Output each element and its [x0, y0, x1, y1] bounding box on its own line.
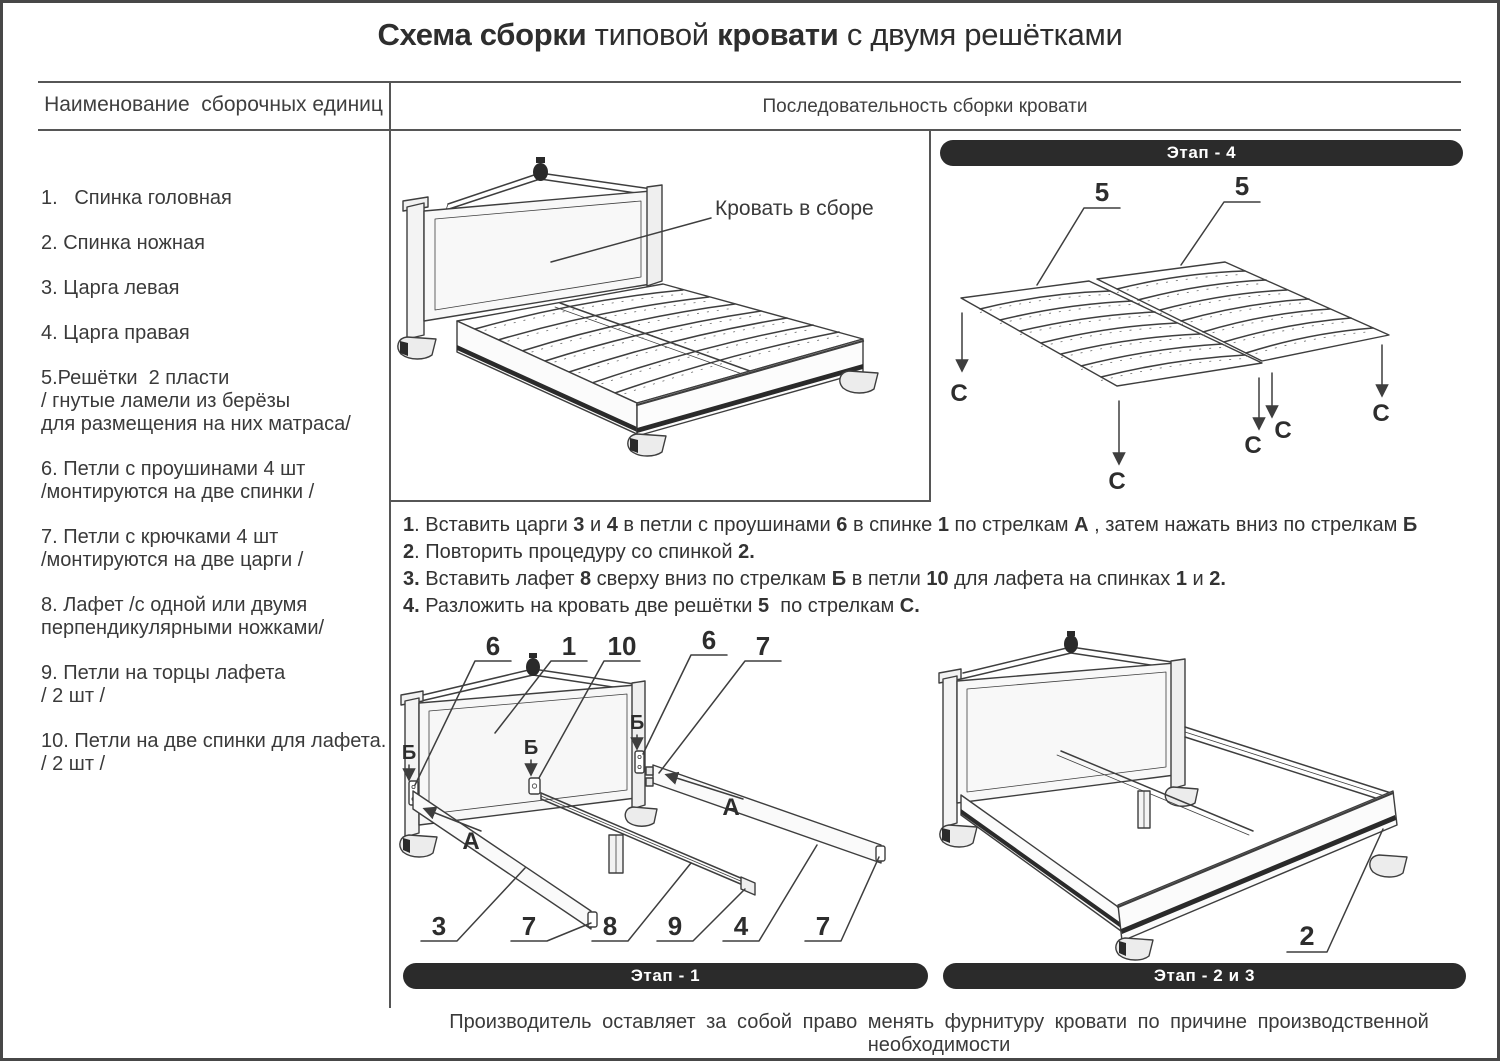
part-item: 4. Царга правая: [41, 322, 190, 344]
part-item: 10. Петли на две спинки для лафета. / 2 шт /: [41, 730, 387, 775]
callout-3: 3: [431, 911, 447, 941]
instruction-line: 3. Вставить лафет 8 сверху вниз по стрелкам Б в петли 10 для лафета на спинках 1 и 2.: [403, 568, 1226, 590]
title-regular-2: с двумя решётками: [838, 17, 1123, 52]
stage4-figure: [929, 133, 1500, 508]
callout-5-right: 5: [1234, 171, 1250, 201]
callout-7-left: 7: [521, 911, 537, 941]
callout-1: 1: [561, 631, 577, 661]
callout-6-right: 6: [701, 625, 717, 655]
footboard: [1116, 791, 1407, 960]
callout-7-top: 7: [755, 631, 771, 661]
part-item: 8. Лафет /с одной или двумя перпендикулярными ножками/: [41, 594, 325, 639]
callout-2: 2: [1299, 921, 1315, 951]
part-item: 3. Царга левая: [41, 277, 180, 299]
title-bold-2: кровати: [717, 17, 839, 52]
arrow-c-label-3: С: [1244, 432, 1262, 459]
part-item: 2. Спинка ножная: [41, 232, 205, 254]
part-item: 7. Петли с крючками 4 шт /монтируются на две царги /: [41, 526, 304, 571]
assembled-panel-bottom-border: [389, 500, 931, 502]
arrow-b-label-1: Б: [401, 742, 417, 764]
callout-4: 4: [733, 911, 749, 941]
assembled-bed-figure: [391, 131, 929, 500]
stage23-figure: [935, 623, 1500, 961]
left-column-header: Наименование сборочных единиц: [44, 93, 383, 116]
page-title: [3, 17, 1497, 53]
callout-6-left: 6: [485, 631, 501, 661]
title-bold-1: Схема сборки: [377, 17, 587, 52]
right-column-header: Последовательность сборки кровати: [762, 96, 1088, 117]
rail-right: [646, 765, 885, 863]
assembled-bed-label: Кровать в сборе: [715, 197, 874, 220]
arrow-c-label-1: С: [950, 380, 968, 407]
stage23-badge: Этап - 2 и 3: [943, 963, 1466, 989]
rule-top: [38, 81, 1461, 83]
parts-list: [41, 187, 387, 798]
finial-ornament-icon: [526, 653, 540, 676]
stage1-badge: Этап - 1: [403, 963, 928, 989]
part-item: 1. Спинка головная: [41, 187, 232, 209]
callout-5-left: 5: [1094, 177, 1110, 207]
instruction-line: 1. Вставить царги 3 и 4 в петли с проушинами 6 в спинке 1 по стрелкам А , затем нажать вниз по стрелкам Б: [403, 514, 1418, 536]
arrow-a-label-left: А: [462, 828, 480, 855]
arrow-b-label-3: Б: [629, 712, 645, 734]
stage1-figure: [393, 623, 931, 961]
callout-8: 8: [602, 911, 618, 941]
stage4-badge: Этап - 4: [940, 140, 1463, 166]
callout-7-right: 7: [815, 911, 831, 941]
arrow-c-label-5: С: [1372, 400, 1390, 427]
callout-10: 10: [607, 631, 637, 661]
arrow-a-label-right: А: [722, 794, 740, 821]
part-item: 9. Петли на торцы лафета / 2 шт /: [41, 662, 286, 707]
title-regular-1: типовой: [586, 17, 718, 52]
part-item: 5.Решётки 2 пласти / гнутые ламели из берёзы для размещения на них матраса/: [41, 367, 351, 435]
arrow-c-label-4: С: [1274, 417, 1292, 444]
arrow-b-label-2: Б: [523, 737, 539, 759]
arrow-c-label-2: С: [1108, 468, 1126, 495]
footer-note: Производитель оставляет за собой право менять фурнитуру кровати по причине производственной необходимости: [449, 1011, 1429, 1056]
instruction-line: 2. Повторить процедуру со спинкой 2.: [403, 541, 755, 563]
finial-ornament-icon: [1064, 631, 1078, 653]
callout-9: 9: [667, 911, 683, 941]
instructions: [403, 512, 1483, 620]
instruction-line: 4. Разложить на кровать две решётки 5 по стрелкам С.: [403, 595, 920, 617]
finial-ornament-icon: [533, 157, 548, 181]
part-item: 6. Петли с проушинами 4 шт /монтируются на две спинки /: [41, 458, 315, 503]
